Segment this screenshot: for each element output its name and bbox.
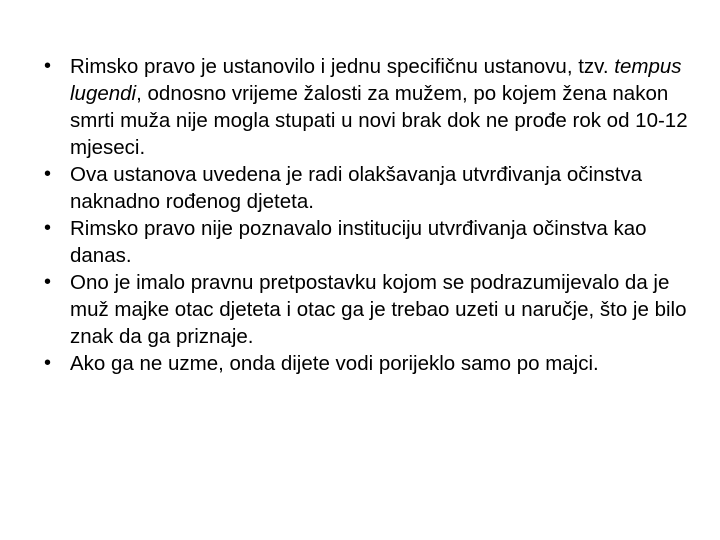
bullet-text xyxy=(70,55,688,159)
bullet-item xyxy=(44,53,694,161)
bullet-text: Ono je imalo pravnu pretpostavku kojom se podrazumijevalo da je muž majke otac djeteta i otac ga je trebao uzeti u naručje, što je bilo znak da ga priznaje. xyxy=(70,271,687,348)
bullet-item xyxy=(44,350,694,377)
bullet-dot: • xyxy=(44,217,52,239)
bullet-text: Ako ga ne uzme, onda dijete vodi porijeklo samo po majci. xyxy=(70,352,599,375)
bullet-dot: • xyxy=(44,271,52,293)
bullet-text: Rimsko pravo nije poznavalo instituciju utvrđivanja očinstva kao danas. xyxy=(70,217,647,267)
bullet-list xyxy=(44,53,694,377)
bullet-dot: • xyxy=(44,352,52,374)
bullet-text-part: , odnosno vrijeme žalosti za mužem, po kojem žena nakon smrti muža nije mogla stupati u novi brak dok ne prođe rok od 10-12 mjeseci. xyxy=(70,82,688,159)
bullet-item xyxy=(44,161,694,215)
bullet-item xyxy=(44,269,694,350)
bullet-text: Ova ustanova uvedena je radi olakšavanja utvrđivanja očinstva naknadno rođenog djeteta. xyxy=(70,163,643,213)
bullet-text-part: Rimsko pravo je ustanovilo i jednu specifičnu ustanovu, tzv. xyxy=(70,55,615,78)
latin-term: tempus lugendi xyxy=(70,55,682,105)
bullet-dot: • xyxy=(44,163,52,185)
bullet-dot: • xyxy=(44,55,52,77)
bullet-item xyxy=(44,215,694,269)
